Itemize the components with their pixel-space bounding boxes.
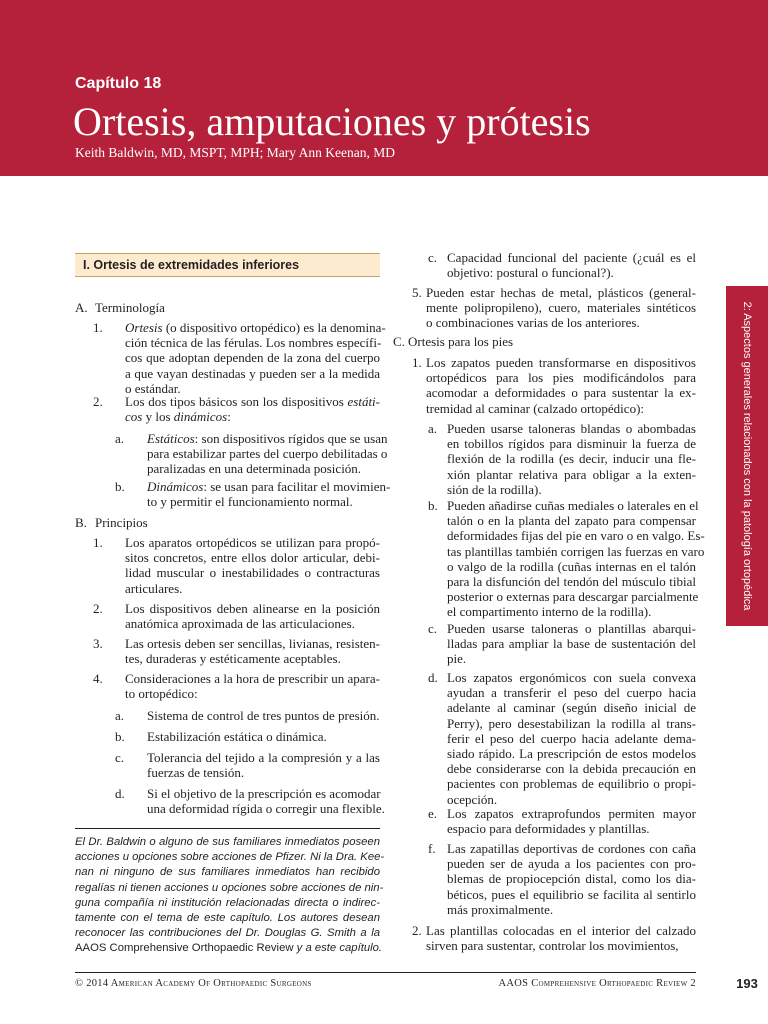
section-side-tab — [726, 286, 768, 626]
chapter-label: Capítulo 18 — [75, 75, 162, 92]
list-marker: d. — [428, 670, 438, 685]
list-marker: c. — [115, 750, 125, 765]
list-marker: b. — [428, 498, 438, 513]
page-number: 193 — [736, 976, 758, 991]
disclosure-line: guna compañía ni institución relacionadas directa o indirec- — [75, 896, 380, 909]
side-tab-text: 2: Aspectos generales relacionados con la patología ortopédica — [741, 301, 753, 611]
list-item-text: Las plantillas colocadas en el interior del calzado sirven para sustentar, controlar los movimientos, — [426, 923, 696, 954]
disclosure-line: nan ni ninguno de sus familiares inmediatos han recibido — [75, 866, 380, 879]
section-heading — [75, 253, 380, 277]
list-item-text: Si el objetivo de la prescripción es acomodar una deformidad rígida o corregir una flexible. — [147, 786, 385, 817]
disclosure-line: tamente con el tema de este capítulo. Los autores desean — [75, 912, 380, 925]
list-marker: b. — [115, 729, 125, 744]
footer-copyright: © 2014 American Academy Of Orthopaedic Surgeons — [75, 978, 312, 989]
list-marker: 1. — [93, 535, 103, 550]
list-item-text: Capacidad funcional del paciente (¿cuál es el objetivo: postural o funcional?). — [447, 250, 696, 281]
list-item-text: Los zapatos ergonómicos con suela convexa ayudan a transferir el peso del cuerpo hacia adelante al caminar (según diseño inicial de Perry), pero desestabilizan la rodilla al trans- ferir el peso del cuerpo hacia adelante dema- siado rápido. La prescripción de estos modelos debe considerarse con la debida precaución en pacientes con problemas de equilibrio o propi- ocepción. — [447, 670, 696, 807]
disclaimer-divider — [75, 828, 380, 829]
list-marker: 3. — [93, 636, 103, 651]
list-item-text: Principios — [95, 515, 148, 530]
list-item-text: Terminología — [95, 300, 165, 315]
disclosure-line: AAOS Comprehensive Orthopaedic Review y a este capítulo. — [75, 942, 383, 955]
disclosure-line: acciones u opciones sobre acciones de Pfizer. Ni la Dra. Kee- — [75, 851, 385, 864]
list-marker: d. — [115, 786, 125, 801]
list-item-text: Los dispositivos deben alinearse en la posición anatómica aproximada de las articulaciones. — [125, 601, 380, 632]
list-item-text: Los zapatos extraprofundos permiten mayor espacio para deformidades y plantillas. — [447, 806, 696, 837]
list-marker: A. — [75, 300, 88, 315]
list-marker: 1. — [93, 320, 103, 335]
list-marker: c. — [428, 250, 438, 265]
list-marker: a. — [115, 708, 125, 723]
list-item-text: Pueden usarse taloneras blandas o abombadas en tobillos rígidos para disminuir la fuerza de flexión de la rodilla (es decir, inducir una fle- xión plantar relativa para obligar a la exten- sión de la rodilla). — [447, 421, 696, 497]
list-marker: 2. — [412, 923, 422, 938]
list-marker: 2. — [93, 394, 103, 409]
list-marker: a. — [115, 431, 125, 446]
list-item-text: Estáticos: son dispositivos rígidos que se usan para estabilizar partes del cuerpo debilitadas o paralizadas en una determinada posición. — [147, 431, 388, 477]
list-item-text: Tolerancia del tejido a la compresión y a las fuerzas de tensión. — [147, 750, 380, 781]
list-item-text: Ortesis (o dispositivo ortopédico) es la denomina- ción técnica de las férulas. Los nombres específi- cos que adoptan dependen de la zona del cuerpo a que vayan destinadas y pueden ser a la medida o estándar. — [125, 320, 386, 396]
chapter-title: Ortesis, amputaciones y prótesis — [73, 99, 591, 144]
list-marker: 5. — [412, 285, 422, 300]
list-marker: b. — [115, 479, 125, 494]
list-marker: e. — [428, 806, 438, 821]
list-marker: f. — [428, 841, 436, 856]
list-item-text: Los dos tipos básicos son los dispositivos estáti- cos y los dinámicos: — [125, 394, 380, 425]
list-marker: B. — [75, 515, 87, 530]
list-marker: 1. — [412, 355, 422, 370]
list-item-text: Pueden usarse taloneras o plantillas abarqui- lladas para ampliar la base de sustentación del pie. — [447, 621, 696, 667]
chapter-banner — [0, 0, 768, 176]
list-marker: c. — [428, 621, 438, 636]
footer-publication: AAOS Comprehensive Orthopaedic Review 2 — [498, 978, 696, 989]
list-item-text: Pueden añadirse cuñas mediales o laterales en el talón o en la planta del zapato para compensar deformidades fijas del pie en varo o en valgo. Es- tas plantillas también corrigen las fuerzas en varo o valgo de la rodilla (cuñas internas en el talón para la disfunción del tendón del músculo tibial posterior o externas para descargar parcialmente el compartimento interno de la rodilla). — [447, 498, 705, 620]
list-item-text: Ortesis para los pies — [408, 334, 514, 349]
disclosure-note — [75, 835, 385, 957]
list-item-text: Consideraciones a la hora de prescribir un apara- to ortopédico: — [125, 671, 380, 702]
list-item-text: Estabilización estática o dinámica. — [147, 729, 327, 744]
list-item-text: Los zapatos pueden transformarse en dispositivos ortopédicos para los pies modificándolos para acomodar a deformidades o para sustentar la ex- tremidad al caminar (calzado ortopédico): — [426, 355, 696, 416]
list-item-text: Las zapatillas deportivas de cordones con caña pueden ser de ayuda a los pacientes con pro- blemas de propiocepción distal, como los dia- béticos, pues el equilibrio se facilita al sentirlo más proximalmente. — [447, 841, 696, 917]
list-marker: a. — [428, 421, 438, 436]
list-item-text: Los aparatos ortopédicos se utilizan para propó- sitos concretos, entre ellos dolor articular, debi- lidad muscular o inestabilidades o contracturas articulares. — [125, 535, 380, 596]
list-item-text: Sistema de control de tres puntos de presión. — [147, 708, 380, 723]
section-heading-text: I. Ortesis de extremidades inferiores — [83, 258, 300, 272]
list-marker: C. — [393, 334, 405, 349]
disclosure-line: El Dr. Baldwin o alguno de sus familiares inmediatos poseen — [75, 836, 380, 848]
footer-divider — [75, 972, 696, 973]
list-item-text: Dinámicos: se usan para facilitar el movimien- to y permitir el funcionamiento normal. — [147, 479, 391, 510]
disclosure-line: regalías ni tienen acciones u opciones sobre acciones de nin- — [75, 881, 384, 894]
list-marker: 4. — [93, 671, 103, 686]
list-item-text: Pueden estar hechas de metal, plásticos (general- mente polipropileno), cuero, materiales sintéticos o combinaciones varias de los anteriores. — [426, 285, 696, 331]
disclosure-line: reconocer las contribuciones del Dr. Douglas G. Smith a la — [75, 927, 380, 940]
list-marker: 2. — [93, 601, 103, 616]
chapter-authors: Keith Baldwin, MD, MSPT, MPH; Mary Ann Keenan, MD — [75, 145, 395, 160]
list-item-text: Las ortesis deben ser sencillas, livianas, resisten- tes, duraderas y estéticamente aceptables. — [125, 636, 380, 667]
